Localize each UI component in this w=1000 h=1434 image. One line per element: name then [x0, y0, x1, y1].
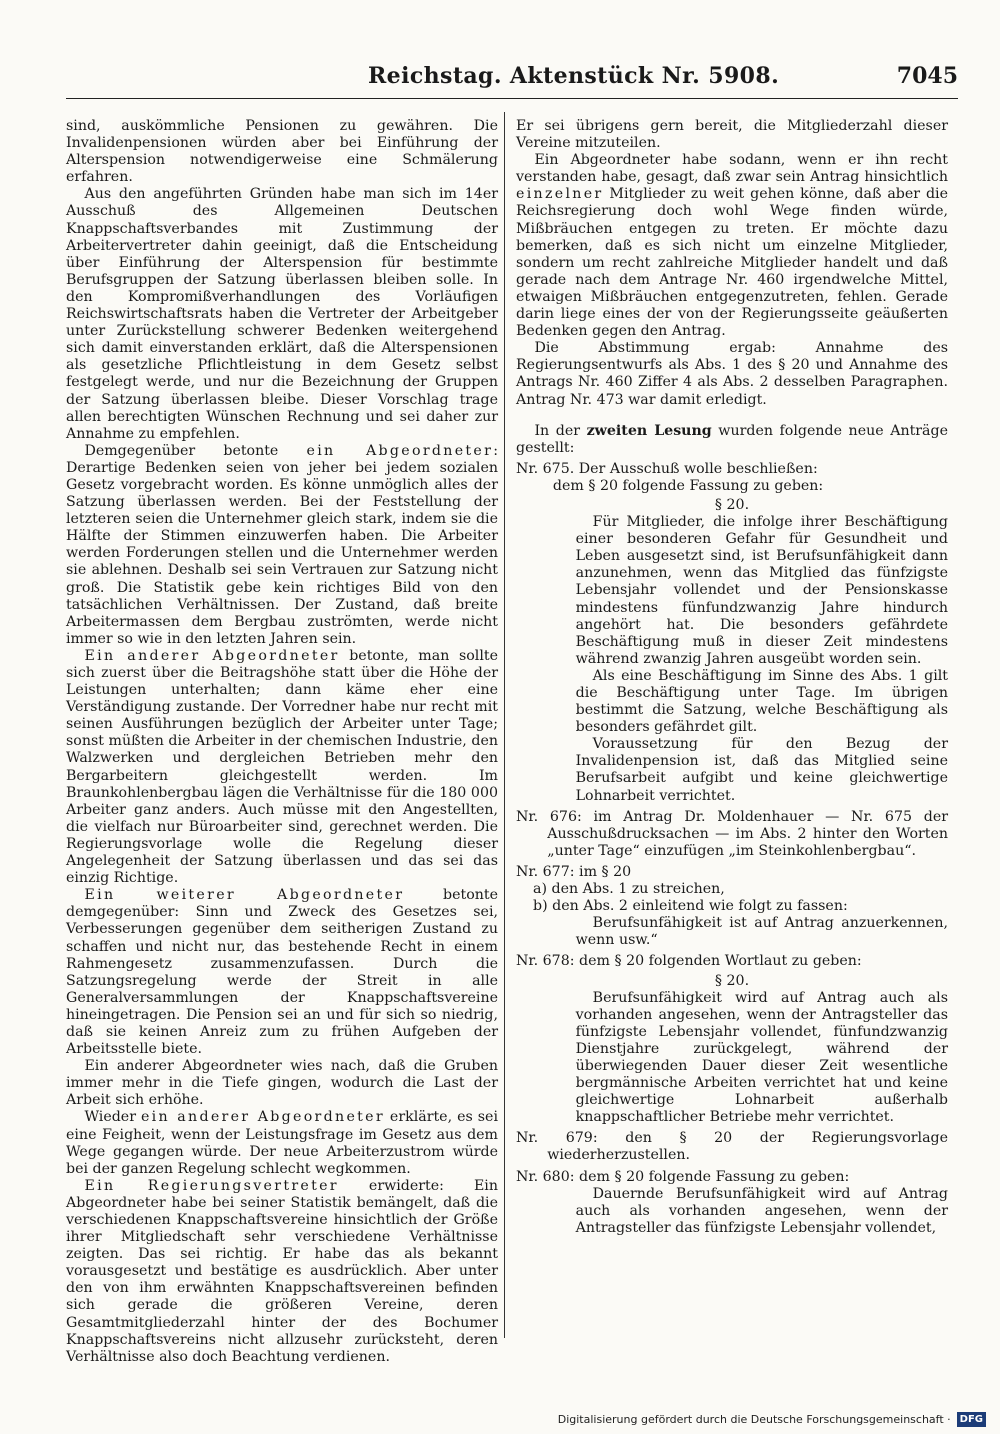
paragraph [66, 1178, 498, 1366]
text-run: In der [534, 422, 587, 439]
motion-number: Nr. 677: [516, 863, 575, 880]
column-separator [504, 112, 505, 1338]
quoted-text: Berufsunfähigkeit wird auf Antrag auch als vorhanden angesehen, wenn der Antragsteller das fünfzigste Lebensjahr vollendet, fünfundzwanzig Dienstjahre zurückgelegt, während der überwiegenden Dauer dieser Zeit wesentliche bergmännische Arbeiten verrichtet hat und keine gleichwertige Lohnarbeit außerhalb knappschaftlicher Betriebe mehr verrichtet. [575, 989, 948, 1126]
paragraph: Die Abstimmung ergab: Annahme des Regierungsentwurfs als Abs. 1 des § 20 und Annahme des Antrags Nr. 460 Ziffer 4 als Abs. 2 desselben Paragraphen. Antrag Nr. 473 war damit erledigt. [516, 340, 948, 408]
text-run: Ein Abgeordneter habe sodann, wenn er ihn recht verstanden habe, gesagt, daß zwar sein Antrag hinsichtlich [516, 152, 948, 186]
paragraph: Aus den angeführten Gründen habe man sich im 14er Ausschuß des Allgemeinen Deutschen Knappschaftsverbandes mit Zustimmung der Arbeitervertreter dahin geeinigt, daß die Entscheidung über Einführung der Alterspension für bestimmte Berufsgruppen der Satzung überlassen bleiben solle. In den Kompromißverhandlungen des Vorläufigen Reichswirtschaftsrats haben die Vertreter der Arbeitgeber unter Zurückstellung schwerer Bedenken weitergehend sich damit einverstanden erklärt, daß die Alterspensionen als gesetzliche Pflichtleistung in dem Gesetz selbst festgelegt werde, und nur die Bezeichnung der Gruppen der Satzung überlassen bleibe. Dieser Vorschlag trage allen berechtigten Wünschen Rechnung und sei daher zur Annahme zu empfehlen. [66, 186, 498, 442]
text-run: dem § 20 folgende Fassung zu geben: [574, 1168, 850, 1185]
speaker-spaced: ein Abgeordneter [306, 442, 494, 459]
paragraph [516, 152, 948, 340]
quoted-text: Voraussetzung für den Bezug der Invalidenpension ist, daß das Mitglied seine Berufsarbeit aufgibt und keine gleichwertige Lohnarbeit verrichtet. [575, 736, 948, 804]
motion-number: Nr. 678: [516, 953, 575, 970]
header-rule [66, 98, 958, 99]
page-title: Reichstag. Aktenstück Nr. 5908. [368, 63, 780, 89]
paragraph: sind, auskömmliche Pensionen zu gewähren. Die Invalidenpensionen würden aber bei Einführung der Alterspension notwendigerweise eine Schmälerung erfahren. [66, 118, 498, 186]
emphasis-bold: zweiten Lesung [586, 422, 712, 439]
text-run: erwiderte: Ein Abgeordneter habe bei seiner Statistik bemängelt, daß die verschiedenen Knappschaftsvereine hinsichtlich der Größe ihrer Mitgliedschaft sehr verschiedene Verhältnisse zeigten. Das sei richtig. Er habe das als bekannt vorausgesetzt und bestätige es ausdrücklich. Aber unter den von ihm erwähnten Knappschaftsvereinen befinden sich gerade die größeren Vereine, deren Gesamtmitgliederzahl hinter der des Bochumer Knappschaftsvereins nicht allzusehr zurücksteht, deren Verhältnisse also doch Beachtung verdienen. [66, 1177, 498, 1365]
text-run: den § 20 der Regierungsvorlage wiederherzustellen. [547, 1130, 949, 1164]
digitization-credit [558, 1410, 986, 1428]
speaker-spaced: Ein Regierungsvertreter [84, 1177, 339, 1194]
motion-subline: dem § 20 folgende Fassung zu geben: [552, 477, 824, 494]
motion-678 [516, 953, 948, 970]
right-column [516, 118, 948, 1340]
text-run: im Antrag Dr. Moldenhauer — Nr. 675 der Ausschußdrucksachen — im Abs. 2 hinter den Worten „unter Tage“ einzufügen „im Steinkohlenbergbau“. [547, 808, 948, 859]
motion-number: Nr. 679: [516, 1130, 598, 1147]
text-run: Demgegenüber betonte [84, 442, 307, 459]
motion-675 [516, 461, 948, 478]
text-run: Wieder [84, 1109, 141, 1126]
motion-number: Nr. 675. [516, 460, 575, 477]
paragraph: Ein anderer Abgeordneter wies nach, daß die Gruben immer mehr in die Tiefe gingen, wodurch die Last der Arbeit sich erhöhe. [66, 1058, 498, 1109]
motion-number: Nr. 680: [516, 1168, 575, 1185]
motion-679 [516, 1130, 948, 1164]
page-number: 7045 [896, 63, 958, 89]
quoted-text: Für Mitglieder, die infolge ihrer Beschäftigung einer besonderen Gefahr für Gesundheit und Leben ausgesetzt sind, ist Berufsunfähigkeit dann anzunehmen, wenn das Mitglied das fünfzigste Lebensjahr vollendet und der Pensionskasse mindestens fünfundzwanzig Jahre hindurch angehört hat. Die besonders gefährdete Beschäftigung muß in dieser Zeit mindestens während zwanzig Jahren ausgeübt worden sein. [575, 514, 948, 667]
text-run: Mitglieder zu weit gehen könne, daß aber die Reichsregierung doch wohl Wege finden würde, Mißbräuchen entgegen zu treten. Er möchte dazu bemerken, daß es sich nicht um einzelne Mitglieder, sondern um recht zahlreiche Mitglieder handelt und daß gerade nach dem Antrage Nr. 460 irgendwelche Mittel, etwaigen Mißbräuchen entgegenzutreten, fehlen. Gerade darin liege eines der von der Regierungsseite geäußerten Bedenken gegen den Antrag. [516, 186, 948, 340]
motion-680 [516, 1169, 948, 1186]
credit-text: Digitalisierung gefördert durch die Deutsche Forschungsgemeinschaft · [557, 1412, 951, 1426]
motion-number: Nr. 676: [516, 808, 582, 825]
paragraph [66, 887, 498, 1058]
list-item: a) den Abs. 1 zu streichen, [533, 881, 725, 898]
text-run: : Derartige Bedenken seien von jeher bei jedem sozialen Gesetz vorgebracht worden. Es könne unmöglich alles der Satzung überlassen werden. Bei der Feststellung der letzteren seien die Unternehmer gleich stark, indem sie die Hälfte der Stimmen einzuwerfen haben. Die Arbeiter werden Forderungen stellen und die Unternehmer werden sie ablehnen. Deshalb sei sein Vertrauen zur Satzung nicht groß. Die Statistik gebe kein richtiges Bild von den tatsächlichen Verhältnissen. Der Zustand, daß breite Arbeitermassen dem Bergbau zuströmten, werde nicht immer so wie in den letzten Jahren sein. [66, 442, 498, 647]
paragraph [66, 443, 498, 648]
dfg-logo: DFG [957, 1412, 986, 1427]
text-run: wurden folgende neue Anträge gestellt: [516, 422, 948, 456]
left-column [66, 118, 499, 1365]
page-header [66, 63, 958, 99]
text-run: erklärte, es sei eine Feigheit, wenn der Leistungsfrage im Gesetz aus dem Wege gegangen würde. Der neue Arbeiterzustrom würde bei der ganzen Regelung schlecht wegkommen. [66, 1109, 498, 1177]
paragraph-sign: § 20. [714, 972, 750, 989]
list-item: b) den Abs. 2 einleitend wie folgt zu fassen: [533, 898, 848, 915]
speaker-spaced: ein anderer Abgeordneter [140, 1109, 385, 1126]
paragraph [66, 648, 498, 887]
motion-677 [516, 864, 948, 881]
text-run: betonte demgegenüber: Sinn und Zweck des Gesetzes sei, Verbesserungen gegenüber dem seitherigen Zustand zu schaffen und nicht nur, das bestehende Recht in einem Rahmengesetz zusammenzufassen. Durch die Satzungsregelung werde der Streit in alle Generalversammlungen der Knappschaftsvereine hineingetragen. Die Pension sei an und für sich so niedrig, daß sie keinen Anreiz zum zu frühen Aufgeben der Arbeitsstelle biete. [66, 887, 499, 1058]
quoted-text: Dauernde Berufsunfähigkeit wird auf Antrag auch als vorhanden angesehen, wenn der Antragsteller das fünfzigste Lebensjahr vollendet, [575, 1185, 948, 1236]
speaker-spaced: Ein anderer Abgeordneter [84, 647, 340, 664]
text-run: im § 20 [574, 863, 632, 880]
text-run: Der Ausschuß wolle beschließen: [574, 460, 818, 477]
text-run: betonte, man sollte sich zuerst über die Beitragshöhe statt über die Höhe der Leistungen unterhalten; dann käme eher eine Verständigung zustande. Der Vorredner habe nur recht mit seinen Ausführungen bezüglich der Arbeiter unter Tage; sonst müßten die Arbeiter in der chemischen Industrie, den Walzwerken und dergleichen Betrieben mehr den Bergarbeitern gleichgestellt werden. Im Braunkohlenbergbau lägen die Verhältnisse für die 180 000 Arbeiter ganz anders. Auch müsse mit den Angestellten, die vielfach nur Büroarbeiter sind, gerechnet werden. Die Regierungsvorlage wolle die Regelung dieser Angelegenheit der Satzung überlassen und das sei das einzig Richtige. [66, 647, 498, 887]
text-run: dem § 20 folgenden Wortlaut zu geben: [574, 953, 862, 970]
speaker-spaced: Ein weiterer Abgeordneter [84, 887, 405, 904]
motion-676 [516, 809, 948, 860]
paragraph [66, 1109, 498, 1177]
quoted-text: Als eine Beschäftigung im Sinne des Abs. 1 gilt die Beschäftigung unter Tage. Im übrigen bestimmt die Satzung, welche Beschäftigung als besonders gefährdet gilt. [575, 667, 948, 736]
paragraph-sign: § 20. [714, 496, 750, 513]
emphasis-spaced: einzelner [516, 186, 604, 203]
section-heading [516, 423, 948, 457]
quoted-text: Berufsunfähigkeit ist auf Antrag anzuerkennen, wenn usw.“ [575, 915, 948, 949]
paragraph: Er sei übrigens gern bereit, die Mitgliederzahl dieser Vereine mitzuteilen. [516, 118, 948, 152]
